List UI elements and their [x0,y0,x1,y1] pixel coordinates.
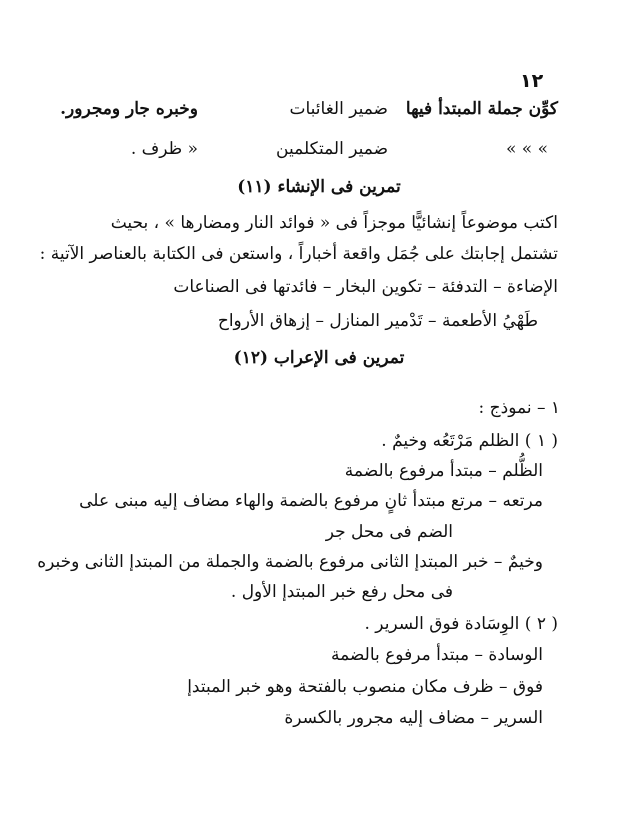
row2-col2: ضمير المتكلمين [276,139,388,159]
parsing-line-5: وخيمٌ – خبر المبتدإ الثانى مرفوع بالضمة والجملة من المبتدإ الثانى وخبره [37,552,543,572]
row2-col3: « ظرف . [130,139,198,159]
parsing-line-2: الظُّلم – مبتدأ مرفوع بالضمة [344,461,543,481]
row1-col2: ضمير الغائبات [289,99,388,119]
parsing-line-8: الوسادة – مبتدأ مرفوع بالضمة [330,645,543,665]
model-label: ١ – نموذج : [478,398,560,418]
essay-elements-line-1: الإضاءة – التدفئة – تكوين البخار – فائدتها فى الصناعات [173,277,558,297]
parsing-line-7: ( ٢ ) الوِسَادة فوق السرير . [364,614,558,634]
parsing-line-9: فوق – ظرف مكان منصوب بالفتحة وهو خبر المبتدإ [187,677,543,697]
row2-col1: « « « [505,139,548,159]
essay-paragraph-line-2: تشتمل إجابتك على جُمَل واقعة أخباراً ، واستعن فى الكتابة بالعناصر الآتية : [39,244,558,264]
parsing-title: تمرين فى الإعراب (١٢) [233,348,405,368]
essay-elements-line-2: طَهْيُ الأطعمة – تَدْمير المنازل – إزهاق الأرواح [217,311,538,331]
essay-title: تمرين فى الإنشاء (١١) [237,177,401,197]
row1-col1: كوِّن جملة المبتدأ فيها [405,99,558,119]
parsing-line-6: فى محل رفع خبر المبتدإ الأول . [230,582,453,602]
row1-col3: وخبره جار ومجرور. [60,99,198,119]
parsing-line-10: السرير – مضاف إليه مجرور بالكسرة [284,708,543,728]
essay-paragraph-line-1: اكتب موضوعاً إنشائيًّا موجزاً فى « فوائد النار ومضارها » ، بحيث [110,213,558,233]
parsing-line-4: الضم فى محل جر [325,522,453,542]
parsing-line-1: ( ١ ) الظلم مَرْتَعُه وخيمٌ . [381,431,558,451]
parsing-line-3: مرتعه – مرتع مبتدأ ثانٍ مرفوع بالضمة والهاء مضاف إليه مبنى على [79,491,543,511]
page-number: ١٢ [520,70,544,92]
